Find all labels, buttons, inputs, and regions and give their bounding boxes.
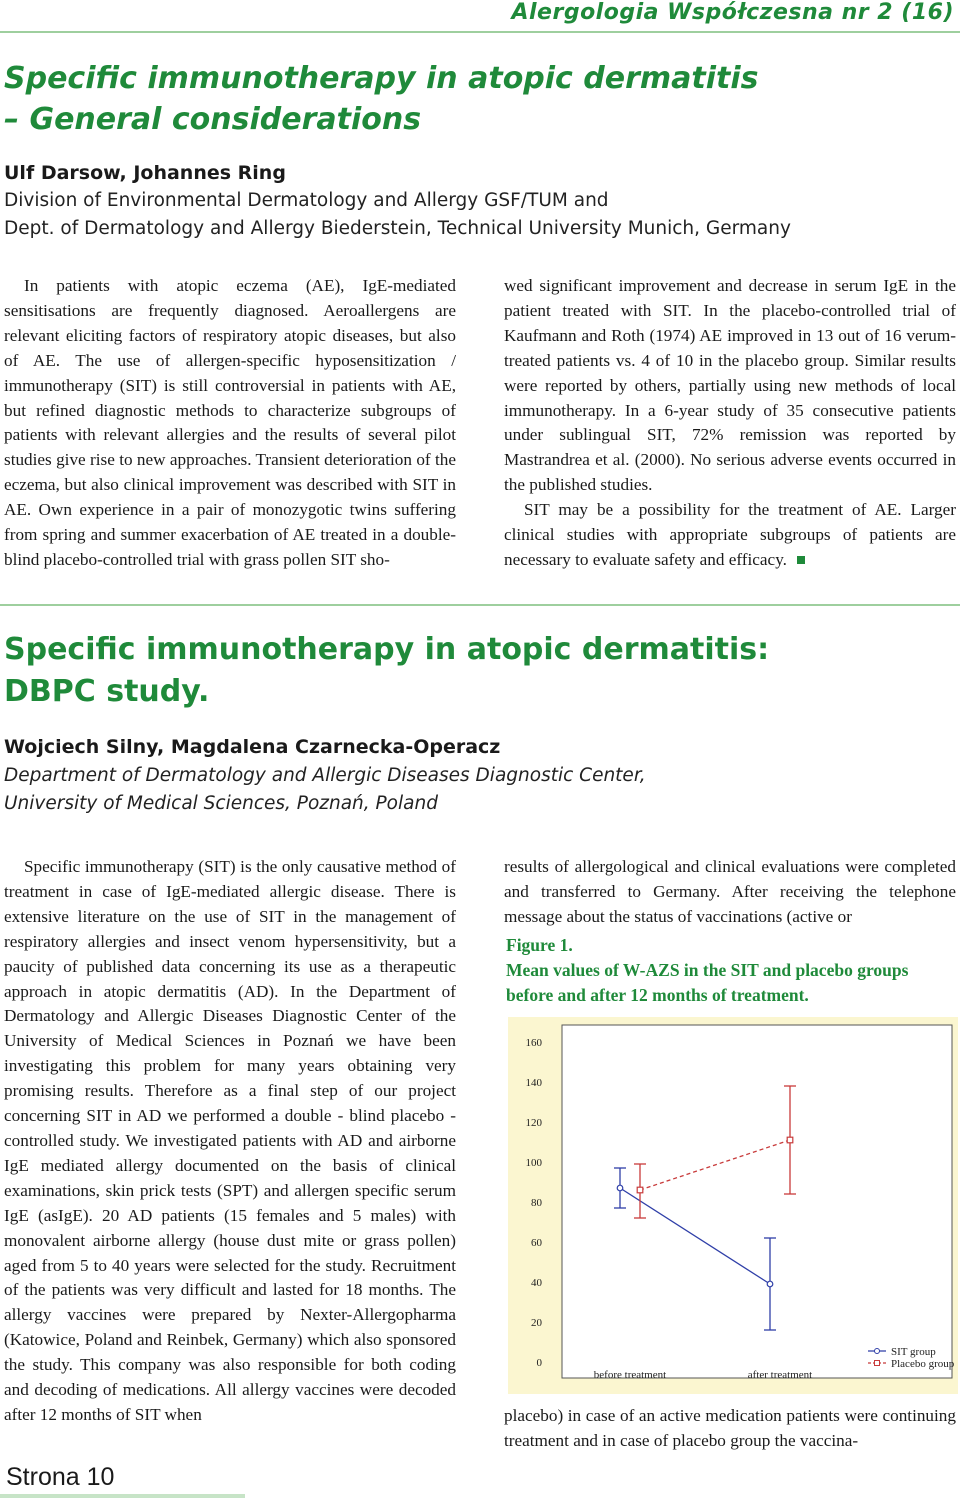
y-tick-label: 0 [536,1357,542,1369]
y-tick-label: 140 [525,1077,542,1089]
article1-left-column [4,274,456,573]
y-tick-label: 80 [531,1197,542,1209]
article1-affiliation [4,187,791,243]
article1-left-paragraph: In patients with atopic eczema (AE), IgE-mediated sensitisations are frequently diagnosed. Aeroallergens are relevant eliciting factors of respiratory atopic diseases, but also of AE. The use of allergen-specific hyposensitization / immunotherapy (SIT) is still controversial in patients with AE, but refined diagnostic methods to characterize subgroups of patients with relevant allergies and the results of several pilot studies give rise to new approaches. Transient deterioration of the eczema, but also clinical improvement was described with SIT in AE. Own experience in a pair of monozygotic twins suffering from spring and summer exacerbation of AE treated in a double-blind placebo-controlled trial with grass pollen SIT sho- [4,276,456,569]
data-point [637,1187,643,1193]
y-tick-label: 60 [531,1237,542,1249]
article2-title [4,629,954,713]
footer-rule [0,1494,245,1498]
data-point [617,1185,623,1191]
article2-title-line1: Specific immunotherapy in atopic dermatitis: [4,632,770,667]
x-tick-label: before treatment [593,1369,667,1381]
figure-caption-text: Mean values of W-AZS in the SIT and placebo groups before and after 12 months of treatment. [506,960,909,1005]
y-tick-label: 120 [525,1117,542,1129]
article1-title-line1: Specific immunotherapy in atopic dermatitis [4,61,759,96]
article2-authors: Wojciech Silny, Magdalena Czarnecka-Operacz [4,736,501,758]
x-tick-label: after treatment [747,1369,813,1381]
article1-affil-line1: Division of Environmental Dermatology and Allergy GSF/TUM and [4,190,609,211]
article2-left-paragraph: Specific immunotherapy (SIT) is the only causative method of treatment in case of IgE-mediated allergic disease. There is extensive literature on the use of SIT in the management of respiratory allergies and insect venom hypersensitivity, but a paucity of published data concerning its use as a therapeutic approach in atopic dermatitis (AD). In the Department of Dermatology and Allergic Diseases Diagnostic Center of the University of Medical Sciences in Poznań we have been investigating this problem for many years obtaining very promising results. Therefore as a final step of our project concerning SIT in AD we performed a double - blind placebo - controlled study. We investigated patients with AD and airborne IgE mediated allergy documented on the basis of clinical examinations, skin prick tests (SPT) and allergen specific serum IgE (asIgE). 20 AD patients (15 females and 5 males) with monovalent airborne allergy (house dust mite or grass pollen) aged from 5 to 40 years were selected for the study. Recruitment of the patients was very difficult and lasted for 18 months. The allergy vaccines were prepared by Nexter-Allergopharma (Katowice, Poland and Reinbek, Germany) which also sponsored the study. This company was also responsible for both coding and decoding of medications. All allergy vaccines were decoded after 12 months of SIT when [4,857,456,1424]
top-divider [0,31,960,33]
y-tick-label: 160 [525,1037,542,1049]
end-of-article-square-icon [797,556,805,564]
data-point [767,1281,773,1287]
y-tick-label: 100 [525,1157,542,1169]
article1-right-paragraph1: wed significant improvement and decrease in serum IgE in the patient treated with SIT. In the placebo-controlled trial of Kaufmann and Roth (1974) AE improved in 13 out of 16 verum-treated patients vs. 4 of 10 in the placebo group. Similar results were reported by others, partially using new methods of local immunotherapy. In a 6-year study of 35 consecutive patients under sublingual SIT, 72% remission was reported by Mastrandrea et al. (2000). No serious adverse events occurred in the published studies. [504,276,956,495]
article1-right-column [504,274,956,573]
article1-title [4,58,954,140]
article1-right-paragraph2-text: SIT may be a possibility for the treatment of AE. Larger clinical studies with appropriate subgroups of patients are necessary to evaluate safety and efficacy. [504,500,956,569]
y-tick-label: 20 [531,1317,542,1329]
figure-chart [508,1017,958,1394]
page-number: Strona 10 [6,1463,115,1491]
journal-header: Alergologia Współczesna nr 2 (16) [511,0,954,25]
legend-marker [875,1361,880,1366]
article2-right-paragraph-bottom: placebo) in case of an active medication patients were continuing treatment and in case of placebo group the vaccina- [504,1406,956,1450]
article2-right-column-bottom [504,1404,956,1454]
chart-svg [508,1017,958,1394]
article1-authors: Ulf Darsow, Johannes Ring [4,162,286,184]
article2-affiliation [4,762,646,818]
article1-right-paragraph2 [504,498,956,573]
article2-title-line2: DBPC study. [4,674,210,709]
article2-right-paragraph-top: results of allergological and clinical evaluations were completed and transferred to Germany. After receiving the telephone message about the status of vaccinations (active or [504,857,956,926]
article1-title-line2: – General considerations [4,102,422,137]
y-tick-label: 40 [531,1277,542,1289]
legend-label: SIT group [891,1346,936,1358]
legend-label: Placebo group [891,1358,955,1370]
article2-affil-line1: Department of Dermatology and Allergic Diseases Diagnostic Center, [4,765,646,786]
data-point [787,1137,793,1143]
article-divider [0,604,960,606]
legend-marker [875,1349,880,1354]
article2-affil-line2: University of Medical Sciences, Poznań, Poland [4,793,438,814]
figure-label: Figure 1. [506,935,573,955]
article2-right-column-top [504,855,956,930]
figure-caption [506,933,958,1008]
article1-affil-line2: Dept. of Dermatology and Allergy Biederstein, Technical University Munich, Germany [4,218,791,239]
article2-left-column [4,855,456,1428]
